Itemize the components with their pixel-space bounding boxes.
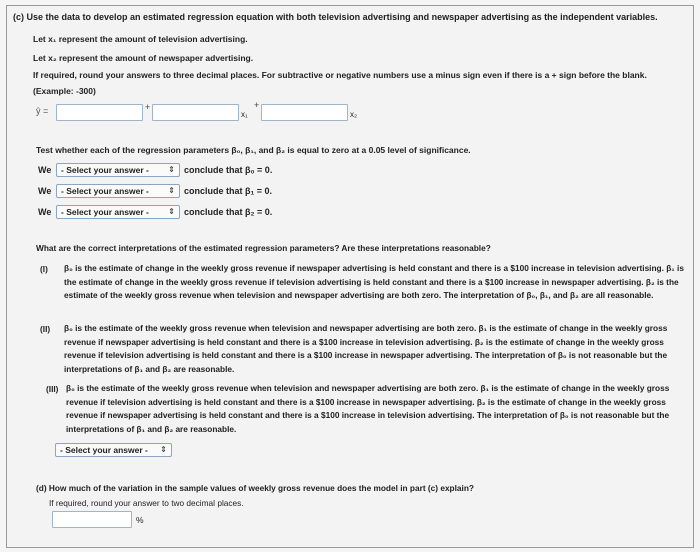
b0-select-label: - Select your answer - (61, 165, 149, 175)
example-text: (Example: -300) (33, 86, 96, 96)
percent-sign: % (136, 515, 144, 525)
option-ii-label: (II) (40, 324, 51, 334)
x1-label: x₁ (241, 110, 248, 119)
chevron-updown-icon: ⇕ (168, 186, 175, 195)
let-x1-text: Let x₁ represent the amount of television advertising. (33, 34, 248, 44)
conclude-b2-text: conclude that β₂ = 0. (184, 207, 273, 217)
part-c-header: (c) Use the data to develop an estimated regression equation with both television advertising and newspaper advertising as the independent variables. (13, 12, 658, 22)
chevron-updown-icon: ⇕ (168, 207, 175, 216)
b2-select-label: - Select your answer - (61, 207, 149, 217)
conclude-b1-text: conclude that β₁ = 0. (184, 186, 272, 196)
interpretation-question: What are the correct interpretations of the estimated regression parameters? Are these interpretations reasonable? (36, 243, 491, 253)
chevron-updown-icon: ⇕ (160, 445, 167, 454)
option-i-label: (I) (40, 264, 48, 274)
option-iii-text: β₀ is the estimate of the weekly gross revenue when television and newspaper advertising are both zero. β₁ is the estimate of change in the weekly gross revenue if television advertising is held constant and there is a $100 increase in newspaper advertising. β₂ is the estimate of change in the weekly gross revenue if newspaper advertising is held constant and there is a $100 increase in television advertising. The interpretation of β₀ is not reasonable but the interpretations of β₁ and β₂ are reasonable. (66, 383, 670, 434)
b2-input[interactable] (261, 104, 348, 121)
part-d-header: (d) How much of the variation in the sample values of weekly gross revenue does the model in part (c) explain? (36, 483, 474, 493)
b2-conclusion-select[interactable] (56, 205, 180, 219)
y-hat-label: ŷ = (36, 106, 49, 116)
b1-select-label: - Select your answer - (61, 186, 149, 196)
x2-label: x₂ (350, 110, 358, 119)
let-x2-text: Let x₂ represent the amount of newspaper advertising. (33, 53, 254, 63)
b0-input[interactable] (56, 104, 143, 121)
option-iii-label: (III) (46, 384, 59, 394)
chevron-updown-icon: ⇕ (168, 165, 175, 174)
option-ii-text: β₀ is the estimate of the weekly gross revenue when television and newspaper advertising are both zero. β₁ is the estimate of change in the weekly gross revenue if newspaper advertising is held constant and there is a $100 increase in television advertising. β₂ is the estimate of change in the weekly gross revenue if television advertising is held constant and there is a $100 increase in newspaper advertising. The interpretation of β₀ is not reasonable but the interpretations of β₁ and β₂ are reasonable. (64, 323, 668, 374)
we-label-b1: We (38, 186, 52, 196)
interpretation-select[interactable] (55, 443, 172, 457)
plus-sign-2: + (254, 100, 260, 110)
b1-conclusion-select[interactable] (56, 184, 180, 198)
part-d-rounding: If required, round your answer to two decimal places. (49, 498, 244, 508)
we-label-b2: We (38, 207, 52, 217)
plus-sign-1: + (145, 102, 151, 112)
we-label-b0: We (38, 165, 52, 175)
test-intro: Test whether each of the regression parameters β₀, β₁, and β₂ is equal to zero at a 0.05 level of significance. (36, 145, 471, 155)
b1-input[interactable] (152, 104, 239, 121)
r-squared-input[interactable] (52, 511, 132, 528)
rounding-instruction: If required, round your answers to three decimal places. For subtractive or negative numbers use a minus sign even if there is a + sign before the blank. (33, 70, 647, 80)
conclude-b0-text: conclude that β₀ = 0. (184, 165, 273, 175)
b0-conclusion-select[interactable] (56, 163, 180, 177)
interpretation-select-label: - Select your answer - (60, 445, 148, 455)
option-i-text: β₀ is the estimate of change in the weekly gross revenue if newspaper advertising is held constant and there is a $100 increase in television advertising. β₁ is the estimate of change in the weekly gross revenue if television advertising is held constant and there is a $100 increase in newspaper advertising. β₂ is the estimate of the weekly gross revenue when television and newspaper advertising are both zero. The interpretation of β₀, β₁, and β₂ are all reasonable. (64, 263, 684, 300)
